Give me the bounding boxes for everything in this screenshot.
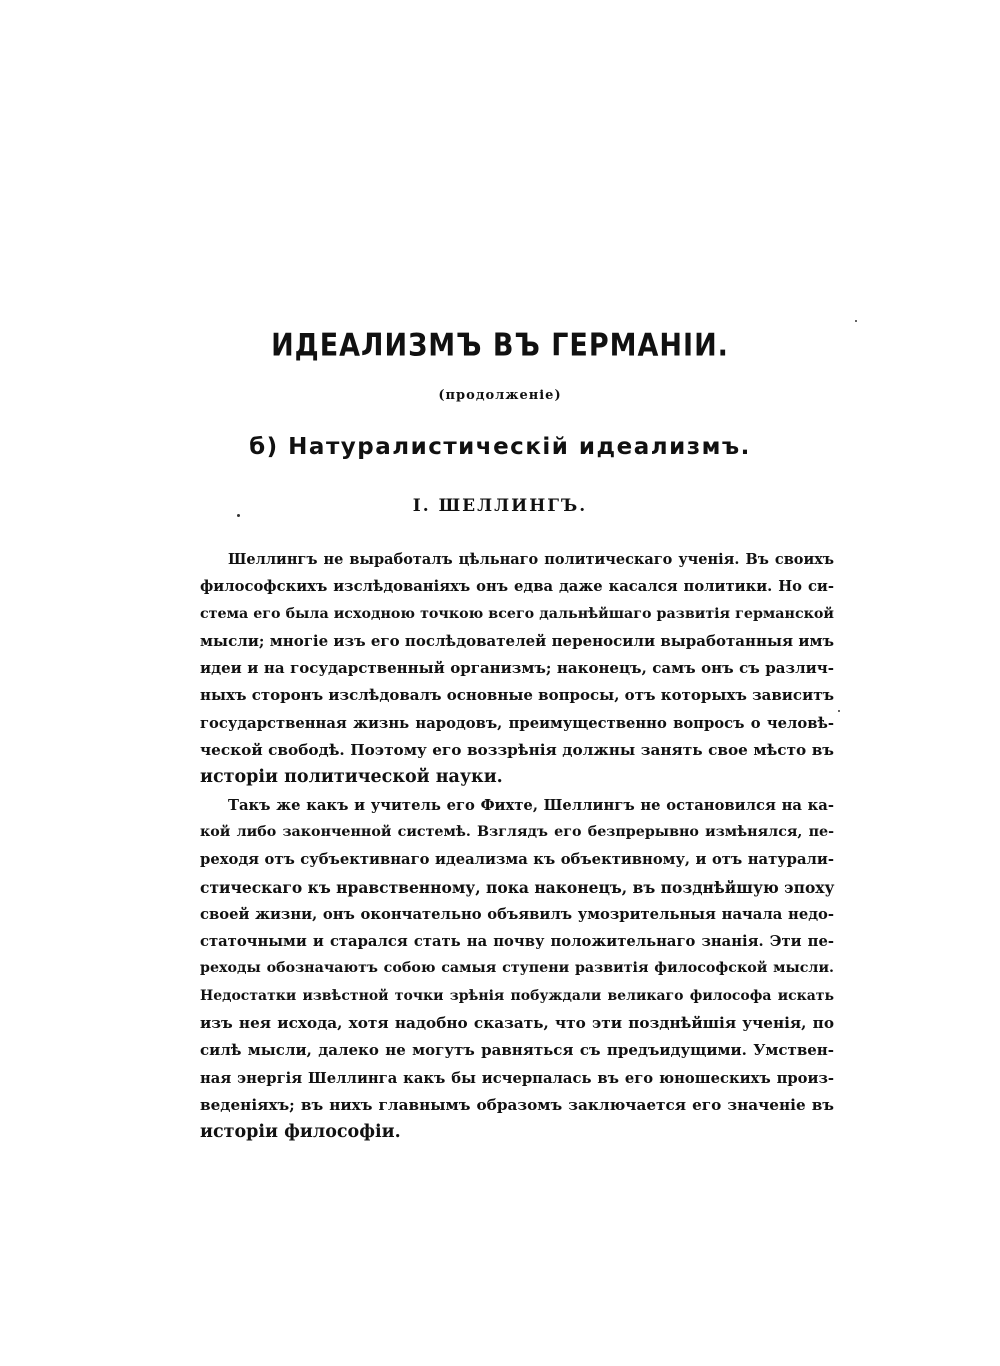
text-line: изъ нея исхода, хотя надобно сказать, что эти позднѣйшія ученія, по [200, 1014, 834, 1033]
text-line: Такъ же какъ и учитель его Фихте, Шеллингъ не остановился на ка- [228, 796, 834, 814]
print-speck [855, 320, 857, 322]
paragraph-1 [200, 546, 834, 792]
text-line: философскихъ изслѣдованіяхъ онъ едва даже касался политики. Но си- [200, 578, 834, 596]
text-line: кой либо законченной системѣ. Взглядъ его безпрерывно измѣнялся, пе- [200, 823, 834, 840]
text-line: стема его была исходною точкою всего дальнѣйшаго развитія германской [200, 605, 834, 622]
text-line: Шеллингъ не выработалъ цѣльнаго политическаго ученія. Въ своихъ [228, 551, 834, 568]
text-line: ная энергія Шеллинга какъ бы исчерпалась въ его юношескихъ произ- [200, 1069, 834, 1087]
text-line: исторіи политической науки. [200, 767, 503, 788]
print-speck [838, 710, 840, 712]
text-line: веденіяхъ; въ нихъ главнымъ образомъ заключается его значеніе въ [200, 1095, 834, 1114]
section-title: б) Натуралистическій идеализмъ. [249, 434, 751, 460]
text-line: ныхъ сторонъ изслѣдовалъ основные вопросы, отъ которыхъ зависитъ [200, 686, 834, 705]
text-line: своей жизни, онъ окончательно объявилъ умозрительныя начала недо- [200, 905, 834, 923]
body-text [200, 546, 834, 1147]
text-line: государственная жизнь народовъ, преимущественно вопросъ о человѣ- [200, 714, 834, 732]
page-title: ИДЕАЛИЗМЪ ВЪ ГЕРМАНІИ. [271, 327, 729, 364]
subtitle: (продолженіе) [438, 388, 562, 403]
text-line: статочными и старался стать на почву положительнаго знанія. Эти пе- [200, 933, 834, 951]
text-line: реходы обозначаютъ собою самыя ступени развитія философской мысли. [200, 960, 834, 977]
text-line: Недостатки извѣстной точки зрѣнія побуждали великаго философа искать [200, 987, 834, 1004]
chapter-title: I. ШЕЛЛИНГЪ. [412, 496, 588, 516]
print-speck [237, 514, 240, 517]
text-line: исторіи философіи. [200, 1122, 401, 1143]
text-line: мысли; многіе изъ его послѣдователей переносили выработанныя имъ [200, 631, 834, 650]
text-line: реходя отъ субъективнаго идеализма къ объективному, и отъ натурали- [200, 851, 834, 869]
text-line: стическаго къ нравственному, пока наконецъ, въ позднѣйшую эпоху [200, 877, 835, 897]
text-line: ческой свободѣ. Поэтому его воззрѣнія должны занять свое мѣсто въ [200, 741, 834, 760]
paragraph-2 [200, 792, 834, 1147]
text-line: идеи и на государственный организмъ; наконецъ, самъ онъ съ различ- [200, 659, 834, 678]
text-line: силѣ мысли, далеко не могутъ равняться съ предъидущими. Умствен- [200, 1041, 834, 1060]
